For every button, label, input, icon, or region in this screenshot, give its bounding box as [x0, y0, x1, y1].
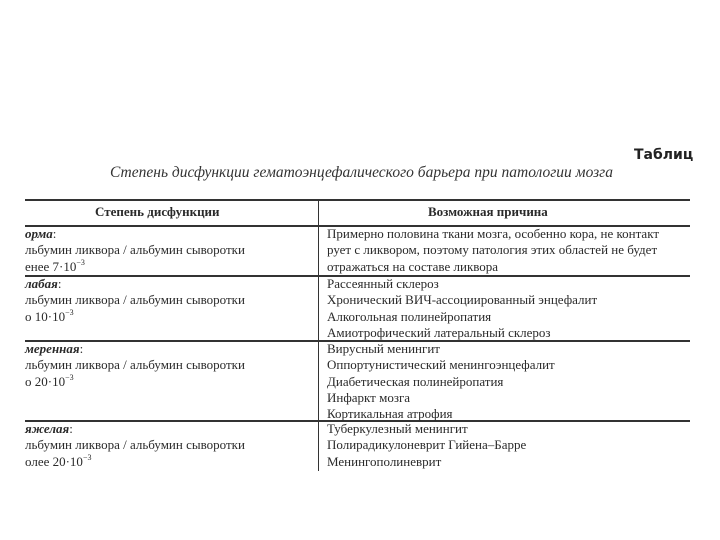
cause-item: Туберкулезный менингит [327, 421, 468, 436]
threshold-value: олее 20·10 [25, 453, 83, 469]
cause-item: Менингополиневрит [327, 453, 442, 469]
cause-item: Хронический ВИЧ-ассоциированный энцефалит [327, 292, 598, 308]
threshold-exponent: −3 [82, 452, 92, 462]
table-label: Таблиц [634, 147, 694, 163]
cause-item: Оппортунистический менингоэнцефалит [327, 357, 555, 373]
threshold-value: о 10·10 [25, 308, 66, 324]
threshold-exponent: −3 [65, 372, 74, 382]
cause-item: Полирадикулоневрит Гийена–Барре [327, 437, 527, 453]
cause-cell [327, 276, 597, 341]
ratio-label: льбумин ликвора / альбумин сыворотки [25, 357, 245, 373]
ratio-label: льбумин ликвора / альбумин сыворотки [25, 437, 245, 453]
cause-item: Алкогольная полинейропатия [327, 308, 492, 324]
header-cause: Возможная причина [428, 204, 548, 219]
degree-cell: орма: льбумин ликвора / альбумин сыворотки енее $7\cdot 10^{-3}$ [25, 226, 245, 274]
threshold [25, 454, 245, 470]
ratio-label: льбумин ликвора / альбумин сыворотки [25, 292, 245, 308]
cause-item: Кортикальная атрофия [327, 406, 453, 422]
threshold-exponent: −3 [76, 257, 85, 267]
threshold-exponent: −3 [65, 307, 74, 317]
severity-label: яжелая [25, 421, 70, 436]
cause-item: Амиотрофический латеральный склероз [327, 324, 551, 340]
severity-label: лабая [25, 276, 58, 291]
cause-item: Вирусный менингит [327, 341, 440, 356]
cause-cell [327, 421, 526, 470]
cause-cell [327, 341, 555, 422]
threshold-value: о 20·10 [25, 373, 66, 389]
severity-label: меренная [25, 341, 80, 356]
table-caption: Степень дисфункции гематоэнцефалического барьера при патологии мозга [110, 164, 613, 181]
dysfunction-table [25, 199, 720, 471]
degree-cell: лабая: льбумин ликвора / альбумин сыворотки о $10\cdot 10^{-3}$ [25, 276, 245, 324]
cause-item: Примерно половина ткани мозга, особенно кора, не контакт [327, 226, 660, 241]
severity-label: орма [25, 226, 53, 241]
ratio-label: льбумин ликвора / альбумин сыворотки [25, 242, 245, 258]
cause-item: Инфаркт мозга [327, 389, 411, 405]
cause-item: Диабетическая полинейропатия [327, 373, 504, 389]
header-degree: Степень дисфункции [95, 204, 220, 219]
cause-item: рует с ликвором, поэтому патология этих областей не будет [327, 242, 658, 258]
degree-cell: меренная: льбумин ликвора / альбумин сыворотки о $20\cdot 10^{-3}$ [25, 341, 245, 389]
cause-item: Рассеянный склероз [327, 276, 439, 291]
threshold-value: енее 7·10 [25, 258, 77, 274]
threshold [25, 374, 245, 390]
threshold [25, 309, 245, 325]
cause-item: отражаться на составе ликвора [327, 258, 499, 274]
table-top-rule [25, 199, 690, 201]
cause-cell [327, 226, 659, 275]
threshold [25, 259, 245, 275]
degree-cell: яжелая: льбумин ликвора / альбумин сыворотки олее $20\cdot 10^{-3}$ [25, 421, 245, 469]
column-divider [318, 199, 319, 471]
